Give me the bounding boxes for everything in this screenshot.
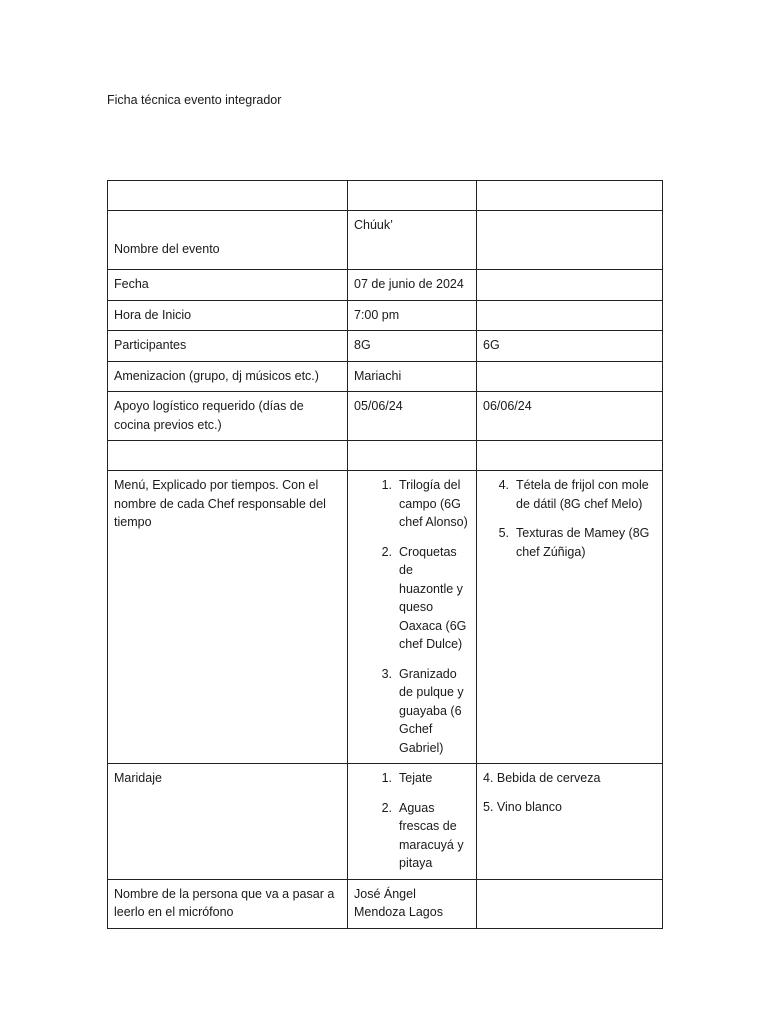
entertainment-value: Mariachi (348, 361, 477, 392)
list-number: 1. (381, 478, 392, 492)
reader-value: José Ángel Mendoza Lagos (348, 879, 477, 928)
reader-label: Nombre de la persona que va a pasar a leerlo en el micrófono (108, 879, 348, 928)
menu-course-text: Croquetas de huazontle y queso Oaxaca (6G chef Dulce) (399, 544, 467, 651)
pairing-col-2 (348, 764, 477, 880)
logistics-label: Apoyo logístico requerido (días de cocina previos etc.) (108, 392, 348, 441)
menu-courses-col-2 (348, 471, 477, 764)
menu-course-text: Texturas de Mamey (8G chef Zúñiga) (516, 526, 650, 559)
event-name-value: Chúuk’ (354, 218, 393, 232)
list-number: 1. (381, 771, 392, 785)
pairing-text: Tejate (399, 771, 433, 785)
table-row-start-time (108, 300, 663, 331)
participants-value-2: 6G (477, 331, 663, 362)
list-number: 2. (381, 544, 392, 559)
list-number: 3. (381, 666, 392, 681)
table-row-empty-spacer (108, 441, 663, 471)
table-row-empty-header (108, 181, 663, 211)
date-value: 07 de junio de 2024 (348, 270, 477, 301)
menu-courses-col-3 (477, 471, 663, 764)
list-number: 5. (498, 526, 509, 540)
start-time-label: Hora de Inicio (108, 300, 348, 331)
event-name-label: Nombre del evento (114, 242, 220, 256)
list-item (354, 476, 470, 532)
event-name-label-cell (108, 211, 348, 270)
pairing-text: Aguas frescas de maracuyá y pitaya (399, 800, 464, 870)
table-cell (348, 181, 477, 211)
table-row-event-name (108, 211, 663, 270)
table-cell (477, 300, 663, 331)
table-cell (477, 361, 663, 392)
list-item: 4. Bebida de cerveza (483, 771, 601, 785)
list-item: 5. Vino blanco (483, 799, 562, 814)
table-cell (477, 270, 663, 301)
logistics-value-2: 06/06/24 (477, 392, 663, 441)
table-row-entertainment (108, 361, 663, 392)
list-number: 2. (381, 800, 392, 815)
table-row-pairing (108, 764, 663, 880)
table-cell (477, 879, 663, 928)
table-cell (477, 181, 663, 211)
menu-course-text: Trilogía del campo (6G chef Alonso) (399, 478, 468, 529)
menu-course-list-left (354, 476, 470, 757)
event-sheet-table (107, 180, 663, 929)
table-cell (108, 441, 348, 471)
table-row-reader (108, 879, 663, 928)
table-cell (348, 441, 477, 471)
entertainment-label: Amenizacion (grupo, dj músicos etc.) (108, 361, 348, 392)
list-item (354, 769, 470, 788)
list-item (354, 665, 470, 758)
document-title: Ficha técnica evento integrador (107, 93, 282, 107)
list-number: 4. (498, 478, 509, 492)
table-row-logistics (108, 392, 663, 441)
pairing-list-right (483, 769, 656, 816)
event-name-value-cell (348, 211, 477, 270)
menu-label: Menú, Explicado por tiempos. Con el nombre de cada Chef responsable del tiempo (108, 471, 348, 764)
table-cell (108, 181, 348, 211)
table-cell (477, 441, 663, 471)
list-item (483, 524, 656, 561)
menu-course-text: Tétela de frijol con mole de dátil (8G chef Melo) (516, 478, 649, 511)
list-item (354, 799, 470, 873)
pairing-label: Maridaje (108, 764, 348, 880)
pairing-list-left (354, 769, 470, 873)
table-row-date (108, 270, 663, 301)
logistics-value-1: 05/06/24 (348, 392, 477, 441)
list-item (354, 543, 470, 654)
table-row-menu (108, 471, 663, 764)
menu-course-list-right (483, 476, 656, 561)
participants-value-1: 8G (348, 331, 477, 362)
date-label: Fecha (108, 270, 348, 301)
table-row-participants (108, 331, 663, 362)
participants-label: Participantes (108, 331, 348, 362)
start-time-value: 7:00 pm (348, 300, 477, 331)
pairing-col-3 (477, 764, 663, 880)
table-cell (477, 211, 663, 270)
menu-course-text: Granizado de pulque y guayaba (6 Gchef Gabriel) (399, 666, 464, 755)
list-item (483, 476, 656, 513)
